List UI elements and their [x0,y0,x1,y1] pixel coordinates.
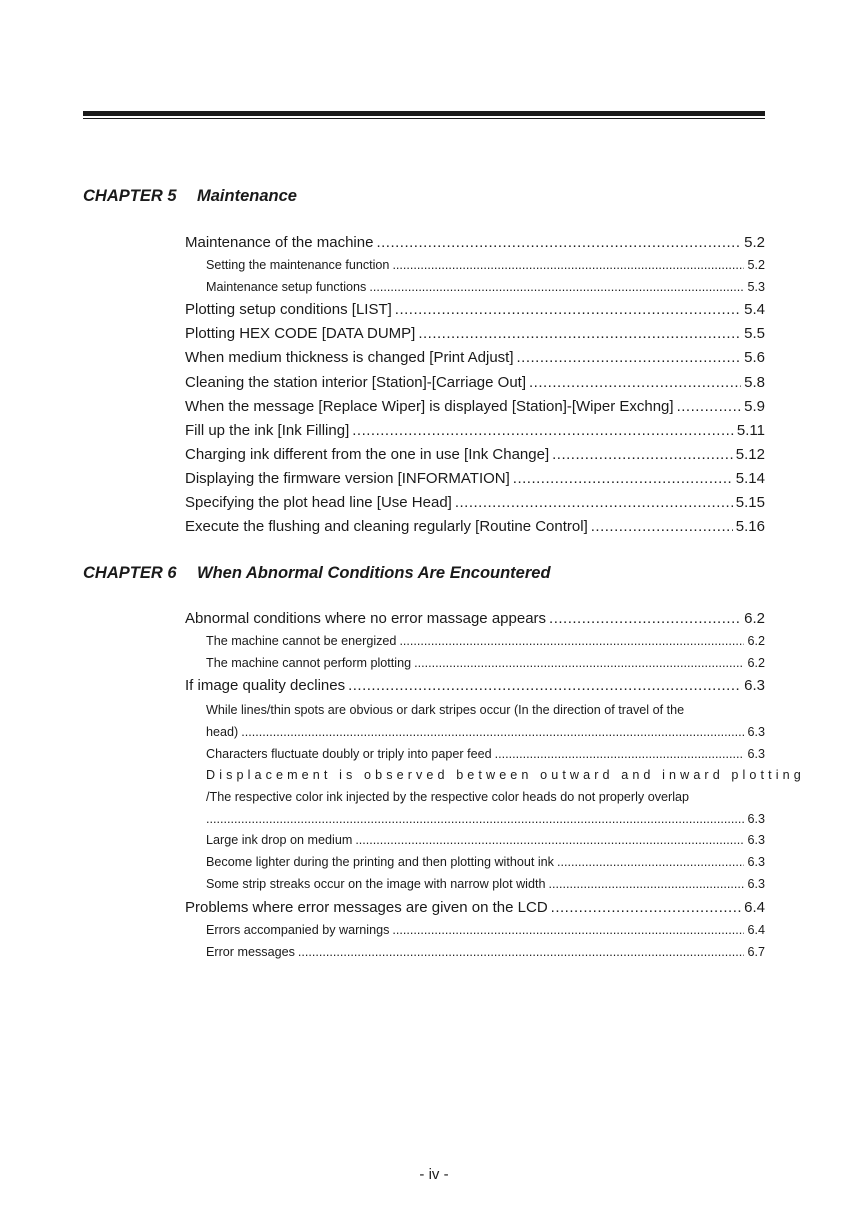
toc-entry-title: When medium thickness is changed [Print Adjust] [185,349,514,366]
toc-entry[interactable] [185,422,765,439]
toc-entry[interactable] [185,518,765,535]
toc-entry-page: 6.2 [747,634,765,648]
toc-entry-page: 6.3 [747,833,765,847]
toc-entry-page: 6.3 [744,677,765,694]
toc-leader-dots [395,301,741,318]
toc-entry-page: 6.2 [747,656,765,670]
toc-entry-title: Characters fluctuate doubly or triply into paper feed [206,747,492,761]
toc-subentry[interactable] [206,258,765,272]
toc-entry-page: 6.7 [747,945,765,959]
chapter-title: Maintenance [197,187,297,205]
toc-leader-dots [495,747,745,761]
toc-leader-dots [206,812,744,826]
toc-subentry[interactable] [206,923,765,937]
toc-entry-title: Some strip streaks occur on the image with narrow plot width [206,877,546,891]
toc-leader-dots [513,470,733,487]
toc-entry-title: Setting the maintenance function [206,258,390,272]
toc-leader-dots [549,610,741,627]
toc-leader-dots [376,234,741,251]
toc-entry[interactable] [185,494,765,511]
toc-leader-dots [352,422,734,439]
chapter-number: CHAPTER 6 [83,564,177,582]
toc-leader-dots [552,446,733,463]
toc-entry-page: 5.3 [747,280,765,294]
toc-subentry[interactable] [206,634,765,648]
toc-subentry-line[interactable]: While lines/thin spots are obvious or dark stripes occur (In the direction of travel of the [206,703,685,717]
toc-leader-dots [414,656,744,670]
toc-leader-dots [348,677,741,694]
toc-entry[interactable] [185,610,765,627]
toc-entry-page: 5.9 [744,398,765,415]
toc-entry-page: 5.2 [744,234,765,251]
toc-entry[interactable] [185,325,765,342]
toc-entry-title: Plotting setup conditions [LIST] [185,301,392,318]
toc-entry-page: 6.4 [747,923,765,937]
toc-entry[interactable] [185,677,765,694]
toc-leader-dots [418,325,741,342]
page-number: - iv - [419,1166,449,1183]
toc-leader-dots [355,833,744,847]
toc-entry-title: When the message [Replace Wiper] is displayed [Station]-[Wiper Exchng] [185,398,674,415]
toc-leader-dots [529,374,741,391]
toc-subentry[interactable] [206,656,765,670]
toc-entry-title: Execute the flushing and cleaning regularly [Routine Control] [185,518,588,535]
chapter-5-heading [83,187,297,206]
toc-subentry-line[interactable]: Displacement is observed between outward and inward plotting [206,768,805,782]
toc-subentry[interactable] [206,855,765,869]
toc-entry-title: Displaying the firmware version [INFORMATION] [185,470,510,487]
toc-entry-page: 6.2 [744,610,765,627]
toc-subentry-line-continued[interactable]: /The respective color ink injected by the respective color heads do not properly overlap [206,790,690,804]
toc-leader-dots [399,634,744,648]
header-rule-thin [83,118,765,119]
toc-entry[interactable] [185,446,765,463]
toc-entry-title: Error messages [206,945,295,959]
toc-leader-dots [241,725,744,739]
toc-entry-title: Maintenance of the machine [185,234,374,251]
toc-subentry[interactable] [206,812,765,826]
toc-entry-page: 5.4 [744,301,765,318]
toc-entry-title: Become lighter during the printing and then plotting without ink [206,855,554,869]
toc-entry-page: 6.3 [747,877,765,891]
toc-leader-dots [298,945,745,959]
toc-entry-page: 5.2 [747,258,765,272]
toc-leader-dots [591,518,733,535]
toc-entry-page: 6.4 [744,899,765,916]
toc-entry-page: 5.16 [735,518,765,535]
toc-entry[interactable] [185,899,765,916]
toc-subentry[interactable] [206,280,765,294]
toc-entry-page: 5.6 [744,349,765,366]
toc-entry-title: Plotting HEX CODE [DATA DUMP] [185,325,416,342]
toc-entry-title: Large ink drop on medium [206,833,353,847]
toc-entry-page: 6.3 [747,725,765,739]
toc-subentry[interactable] [206,945,765,959]
toc-leader-dots [548,877,744,891]
toc-entry-page: 5.8 [744,374,765,391]
toc-entry-page: 6.3 [747,855,765,869]
toc-entry-title: The machine cannot be energized [206,634,397,648]
toc-entry-title: Charging ink different from the one in use [Ink Change] [185,446,550,463]
chapter-title: When Abnormal Conditions Are Encountered [197,564,551,582]
toc-entry-page: 6.3 [747,747,765,761]
toc-leader-dots [369,280,744,294]
toc-entry[interactable] [185,349,765,366]
toc-entry-page: 5.12 [735,446,765,463]
toc-subentry[interactable] [206,833,765,847]
toc-leader-dots [392,258,744,272]
toc-subentry[interactable] [206,747,765,761]
toc-leader-dots [677,398,742,415]
toc-entry-title: Fill up the ink [Ink Filling] [185,422,350,439]
toc-leader-dots [557,855,745,869]
toc-entry-title: Problems where error messages are given on the LCD [185,899,548,916]
toc-leader-dots [551,899,741,916]
toc-entry-title: Specifying the plot head line [Use Head] [185,494,452,511]
toc-entry-title: Errors accompanied by warnings [206,923,390,937]
toc-entry-page: 6.3 [747,812,765,826]
toc-entry-page: 5.5 [744,325,765,342]
toc-entry-title: Cleaning the station interior [Station]-[Carriage Out] [185,374,527,391]
toc-entry[interactable] [185,234,765,251]
toc-entry-title: Maintenance setup functions [206,280,367,294]
toc-leader-dots [517,349,742,366]
chapter-number: CHAPTER 5 [83,187,177,205]
toc-leader-dots [455,494,733,511]
toc-entry-title-continued: head) [206,725,239,739]
toc-entry[interactable] [185,470,765,487]
toc-entry[interactable] [185,398,765,415]
toc-leader-dots [392,923,744,937]
toc-entry-page: 5.14 [735,470,765,487]
toc-entry-title: If image quality declines [185,677,346,694]
toc-entry[interactable] [185,301,765,318]
header-rule-thick [83,111,765,116]
toc-entry-title: The machine cannot perform plotting [206,656,412,670]
toc-entry[interactable] [185,374,765,391]
toc-entry-page: 5.15 [735,494,765,511]
chapter-6-heading [83,564,551,583]
toc-entry-title: Abnormal conditions where no error massage appears [185,610,547,627]
toc-subentry[interactable] [206,725,765,739]
toc-entry-page: 5.11 [736,422,765,439]
toc-subentry[interactable] [206,877,765,891]
